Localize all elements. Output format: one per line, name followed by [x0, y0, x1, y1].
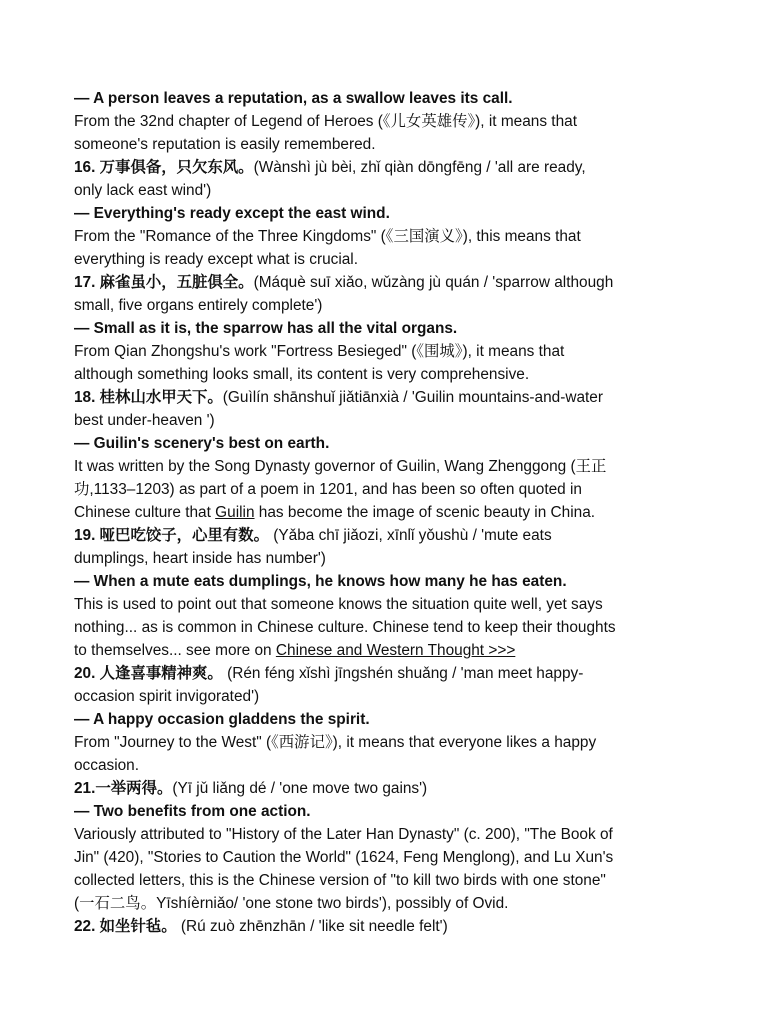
entry19-gloss-2: dumplings, heart inside has number')	[74, 550, 326, 567]
entry15-meaning: — A person leaves a reputation, as a swallow leaves its call.	[74, 90, 513, 107]
entry21-chinese: 21.一举两得。	[74, 780, 173, 797]
entry18-gloss-1: (Guìlín shānshuǐ jiǎtiānxià / 'Guilin mountains-and-water	[222, 389, 603, 406]
entry21-explanation-2: Jin" (420), "Stories to Caution the World" (1624, Feng Menglong), and Lu Xun's	[74, 849, 614, 866]
entry17-chinese: 17. 麻雀虽小，五脏俱全。	[74, 274, 254, 291]
entry20-meaning: — A happy occasion gladdens the spirit.	[74, 711, 370, 728]
entry18-gloss-2: best under-heaven ')	[74, 412, 215, 429]
entry15-explanation-2: someone's reputation is easily remembered.	[74, 136, 376, 153]
entry18-chinese: 18. 桂林山水甲天下。	[74, 389, 223, 406]
guilin-link[interactable]: Guilin	[215, 504, 255, 521]
entry19-heading	[74, 524, 712, 547]
entry20-explanation-2: occasion.	[74, 757, 140, 774]
entry16-chinese: 16. 万事俱备，只欠东风。	[74, 159, 254, 176]
entry21-explanation-4: (一石二鸟。Yīshíèrniǎo/ 'one stone two birds'), possibly of Ovid.	[74, 895, 509, 912]
entry19-explanation-3	[74, 639, 712, 662]
entry16-heading	[74, 156, 712, 179]
entry17-explanation-2: although something looks small, its content is very comprehensive.	[74, 366, 530, 383]
entry17-heading	[74, 271, 712, 294]
entry15-explanation-1: From the 32nd chapter of Legend of Heroes (《儿女英雄传》), it means that	[74, 113, 577, 130]
entry19-explanation-1: This is used to point out that someone knows the situation quite well, yet says	[74, 596, 603, 613]
entry18-explanation-3-before: Chinese culture that	[74, 504, 216, 521]
entry16-gloss-2: only lack east wind')	[74, 182, 212, 199]
entry18-heading	[74, 386, 712, 409]
entry21-gloss: (Yī jǔ liǎng dé / 'one move two gains')	[172, 780, 428, 797]
entry18-explanation-3-after: has become the image of scenic beauty in China.	[254, 504, 596, 521]
entry19-gloss-1: (Yǎba chī jiǎozi, xīnlǐ yǒushù / 'mute eats	[268, 527, 552, 544]
entry19-explanation-2: nothing... as is common in Chinese culture. Chinese tend to keep their thoughts	[74, 619, 616, 636]
entry19-meaning: — When a mute eats dumplings, he knows how many he has eaten.	[74, 573, 567, 590]
entry20-explanation-1: From "Journey to the West" (《西游记》), it means that everyone likes a happy	[74, 734, 597, 751]
entry17-explanation-1: From Qian Zhongshu's work "Fortress Besieged" (《围城》), it means that	[74, 343, 565, 360]
entry17-gloss-2: small, five organs entirely complete')	[74, 297, 323, 314]
chinese-western-thought-link[interactable]: Chinese and Western Thought >>>	[275, 642, 516, 659]
entry20-heading	[74, 662, 712, 685]
entry22-heading	[74, 915, 712, 938]
entry21-explanation-3: collected letters, this is the Chinese version of "to kill two birds with one stone"	[74, 872, 606, 889]
entry22-chinese: 22. 如坐针毡。	[74, 918, 177, 935]
entry16-gloss-1: (Wànshì jù bèi, zhǐ qiàn dōngfēng / 'all are ready,	[253, 159, 586, 176]
entry18-explanation-2: 功,1133–1203) as part of a poem in 1201, and has been so often quoted in	[74, 481, 582, 498]
entry18-explanation-1: It was written by the Song Dynasty governor of Guilin, Wang Zhenggong (王正	[74, 458, 607, 475]
entry17-meaning: — Small as it is, the sparrow has all the vital organs.	[74, 320, 458, 337]
entry21-heading	[74, 777, 712, 800]
entry18-explanation-3	[74, 501, 712, 524]
entry16-meaning: — Everything's ready except the east wind.	[74, 205, 390, 222]
entry22-gloss: (Rú zuò zhēnzhān / 'like sit needle felt')	[176, 918, 448, 935]
entry21-explanation-1: Variously attributed to "History of the Later Han Dynasty" (c. 200), "The Book of	[74, 826, 613, 843]
entry18-meaning: — Guilin's scenery's best on earth.	[74, 435, 330, 452]
entry17-gloss-1: (Máquè suī xiǎo, wǔzàng jù quán / 'sparrow although	[253, 274, 614, 291]
entry16-explanation-2: everything is ready except what is crucial.	[74, 251, 358, 268]
entry20-gloss-2: occasion spirit invigorated')	[74, 688, 260, 705]
entry20-chinese: 20. 人逢喜事精神爽。	[74, 665, 223, 682]
entry21-meaning: — Two benefits from one action.	[74, 803, 311, 820]
entry19-chinese: 19. 哑巴吃饺子，心里有数。	[74, 527, 269, 544]
entry16-explanation-1: From the "Romance of the Three Kingdoms" (《三国演义》), this means that	[74, 228, 581, 245]
entry19-explanation-3-before: to themselves... see more on	[74, 642, 276, 659]
entry20-gloss-1: (Rén féng xǐshì jīngshén shuǎng / 'man meet happy-	[222, 665, 584, 682]
